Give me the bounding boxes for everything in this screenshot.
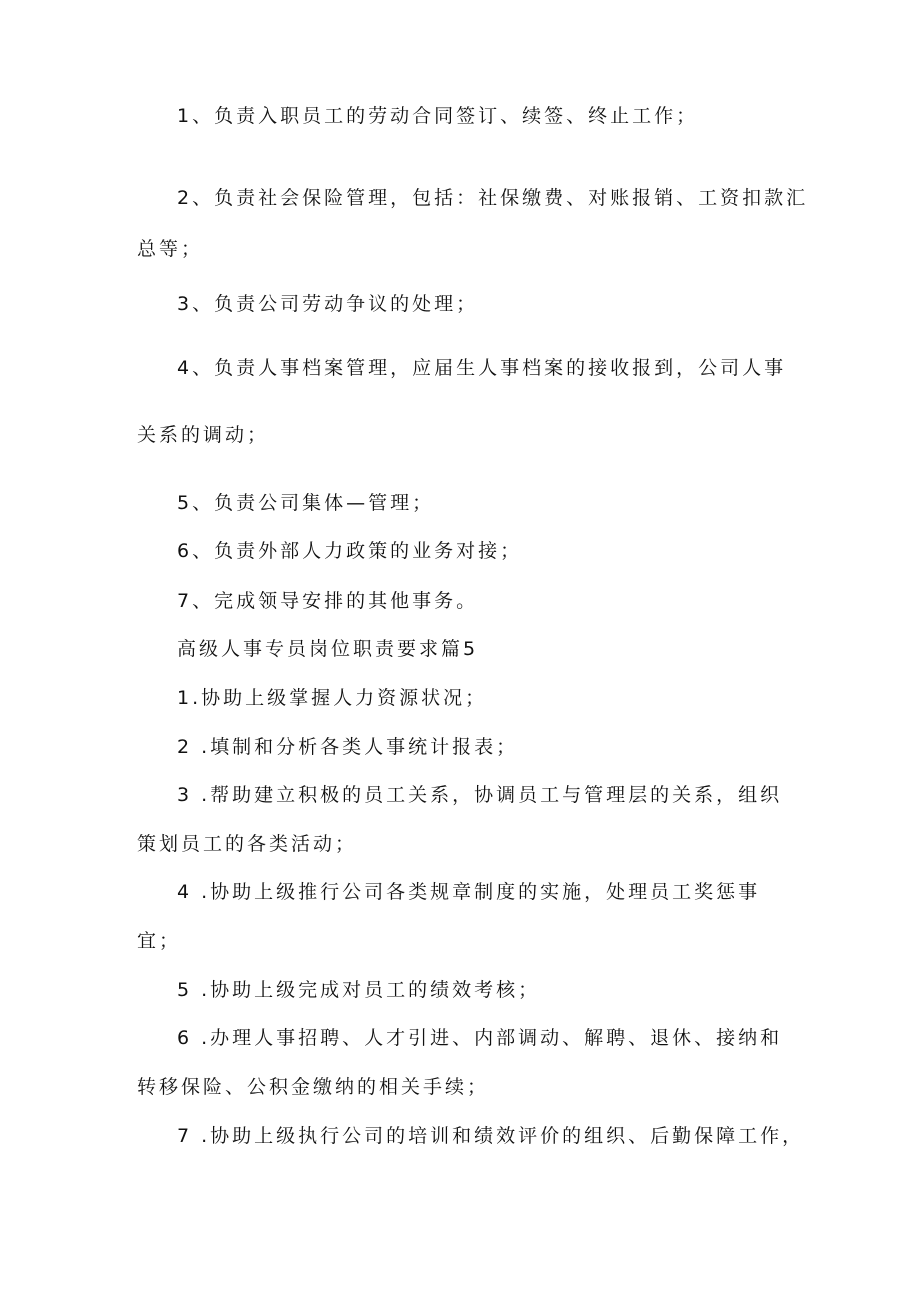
paragraph-line-1: 1、负责入职员工的劳动合同签订、续签、终止工作； [177,105,699,127]
paragraph-line-5: 4、负责人事档案管理，应届生人事档案的接收报到，公司人事 [177,357,787,379]
paragraph-line-17: 5 .协助上级完成对员工的绩效考核； [177,979,541,1001]
paragraph-line-19: 转移保险、公积金缴纳的相关手续； [137,1076,490,1098]
paragraph-line-13: 3 .帮助建立积极的员工关系，协调员工与管理层的关系，组织 [177,784,783,806]
paragraph-line-14: 策划员工的各类活动； [137,833,358,855]
paragraph-line-8: 6、负责外部人力政策的业务对接； [177,540,523,562]
paragraph-line-7: 5、负责公司集体—管理； [177,492,435,514]
section-heading: 高级人事专员岗位职责要求篇5 [177,638,479,660]
paragraph-line-3: 总等； [137,238,204,260]
paragraph-line-15: 4 .协助上级推行公司各类规章制度的实施，处理员工奖惩事 [177,881,761,903]
paragraph-line-4: 3、负责公司劳动争议的处理； [177,293,479,315]
paragraph-line-11: 1.协助上级掌握人力资源状况； [177,687,488,709]
paragraph-line-16: 宜； [137,930,182,952]
paragraph-line-20: 7 .协助上级执行公司的培训和绩效评价的组织、后勤保障工作， [177,1125,805,1147]
paragraph-line-6: 关系的调动； [137,424,270,446]
paragraph-line-9: 7、完成领导安排的其他事务。 [177,590,479,612]
paragraph-line-18: 6 .办理人事招聘、人才引进、内部调动、解聘、退休、接纳和 [177,1027,783,1049]
paragraph-line-2: 2、负责社会保险管理，包括：社保缴费、对账报销、工资扣款汇 [177,187,809,209]
paragraph-line-12: 2 .填制和分析各类人事统计报表； [177,736,519,758]
